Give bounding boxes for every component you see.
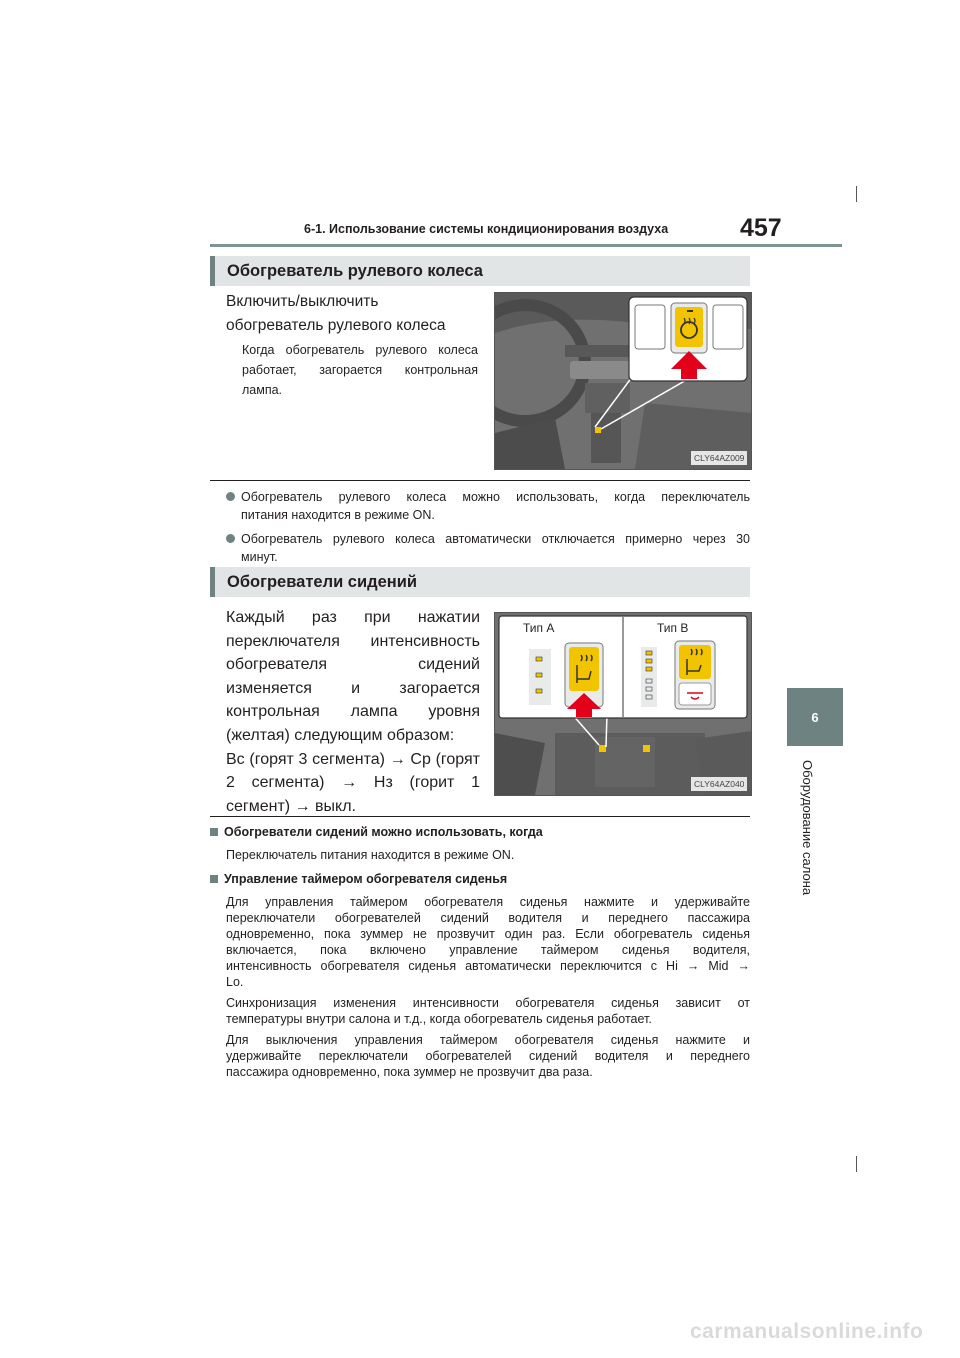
seat-line: обогревателя сидений: [226, 656, 480, 674]
square-bullet-icon: [210, 875, 218, 883]
paragraph-line: одновременно, пока зуммер не прозвучит один раз. Если обогреватель сиденья: [226, 927, 750, 941]
bullet-line: питания находится в режиме ON.: [241, 508, 435, 522]
seat-line: 2 сегмента) → Нз (горит 1: [226, 774, 480, 792]
seat-line: сегмент) → выкл.: [226, 797, 356, 815]
note-heading: [210, 824, 543, 840]
steering-heater-illustration: [494, 292, 752, 470]
note-paragraph: [226, 1032, 750, 1080]
bullet-text: Обогреватель рулевого колеса автоматически отключается примерно через 30: [241, 532, 750, 546]
section-heading-seat: [210, 567, 750, 597]
crop-mark-top: [856, 186, 857, 202]
page-number: 457: [740, 214, 782, 242]
crop-mark-bottom: [856, 1156, 857, 1172]
note-heading-text: Обогреватели сидений можно использовать, когда: [224, 825, 543, 839]
divider: [210, 816, 750, 817]
square-bullet-icon: [210, 828, 218, 836]
seat-line: Каждый раз при нажатии: [226, 609, 480, 626]
paragraph-line: включается, пока включено управление таймером сиденья водителя,: [226, 943, 750, 957]
bullet-line: [226, 488, 750, 506]
bullet-icon: [226, 492, 235, 501]
steering-action-line: Включить/выключить: [226, 293, 379, 310]
indicator-lamp: [599, 745, 606, 752]
paragraph-line: интенсивность обогревателя сиденья автоматически переключится с Hi → Mid →: [226, 959, 750, 973]
chapter-label: [770, 760, 860, 930]
divider: [210, 480, 750, 481]
dashboard-drawing: [495, 293, 751, 469]
indicator-lamp: [595, 427, 601, 433]
seat-heater-switch-a: [569, 647, 599, 691]
seat-line: (желтая) следующим образом:: [226, 726, 455, 744]
paragraph-line: удерживайте переключатели обогревателей сидений водителя и переднего: [226, 1049, 750, 1063]
paragraph-line: Для управления таймером обогревателя сиденья нажмите и удерживайте: [226, 895, 750, 909]
type-b-label: Тип B: [657, 621, 689, 635]
steering-note-line: лампа.: [242, 383, 283, 397]
note-heading-text: Управление таймером обогревателя сиденья: [224, 872, 508, 886]
seat-heater-switch-b: [679, 645, 711, 679]
steering-note: [242, 340, 478, 400]
seat-line: переключателя интенсивность: [226, 632, 480, 650]
seat-line: изменяется и загорается: [226, 679, 480, 697]
steering-action-line: обогреватель рулевого колеса: [226, 317, 446, 334]
section-heading-steering: [210, 256, 750, 286]
indicator-lamp: [643, 745, 650, 752]
type-a-label: Тип A: [523, 621, 555, 635]
running-header: 6-1. Использование системы кондиционирования воздуха: [304, 222, 669, 236]
seat-description: [226, 606, 480, 818]
steering-note-line: Когда обогреватель рулевого колеса: [242, 343, 478, 357]
watermark: carmanualsonline.info: [690, 1320, 924, 1343]
paragraph-line: Lo.: [226, 975, 244, 989]
chapter-tab[interactable]: 6: [787, 688, 843, 746]
steering-heater-switch: [675, 307, 703, 347]
note-heading: [210, 871, 507, 887]
paragraph-line: температуры внутри салона и т.д., когда обогреватель сиденья работает.: [226, 1012, 652, 1026]
paragraph-line: пассажира одновременно, пока зуммер не прозвучит два раза.: [226, 1065, 593, 1079]
bullet-icon: [226, 534, 235, 543]
paragraph-line: Для выключения управления таймером обогревателя сиденья нажмите и: [226, 1033, 750, 1047]
paragraph-line: Синхронизация изменения интенсивности обогревателя сиденья зависит от: [226, 996, 750, 1010]
note-paragraph: [226, 894, 750, 990]
seat-line: Вс (горят 3 сегмента) → Ср (горят: [226, 750, 480, 768]
console-drawing: [495, 613, 751, 795]
seat-line: контрольная лампа уровня: [226, 703, 480, 721]
image-code: CLY64AZ009: [694, 453, 745, 463]
paragraph-line: переключатели обогревателей сидений водителя и переднего пассажира: [226, 911, 750, 925]
steering-action: [226, 290, 446, 338]
note-text: Переключатель питания находится в режиме ON.: [226, 848, 515, 862]
steering-note-line: работает, загорается контрольная: [242, 363, 478, 377]
bullet-item: [226, 488, 750, 524]
bullet-item: [226, 530, 750, 566]
section-title-steering: Обогреватель рулевого колеса: [227, 261, 483, 280]
image-code: CLY64AZ040: [694, 779, 745, 789]
bullet-text: Обогреватель рулевого колеса можно использовать, когда переключатель: [241, 490, 750, 504]
chapter-label-text: Оборудование салона: [800, 760, 815, 896]
seat-heater-illustration: [494, 612, 752, 796]
note-paragraph: [226, 995, 750, 1027]
section-title-seat: Обогреватели сидений: [227, 572, 418, 591]
bullet-line: минут.: [241, 550, 278, 564]
bullet-line: [226, 530, 750, 548]
header-rule: [210, 244, 842, 247]
